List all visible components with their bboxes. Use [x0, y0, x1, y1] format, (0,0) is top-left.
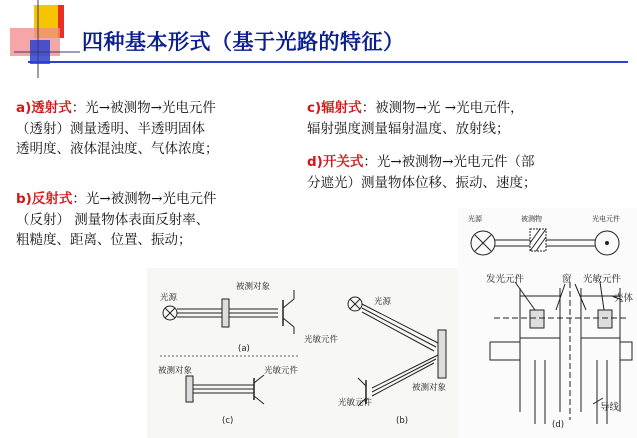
section-c-line2: 辐射强度测量辐射温度、放射线；	[307, 120, 510, 137]
section-d-label: d)开关式	[307, 154, 364, 170]
fig-top-element-label: 光电元件	[592, 215, 620, 223]
reflector-block	[438, 330, 446, 378]
fig-b-element-label: 光敏元件	[338, 398, 373, 408]
section-b-line3: 粗糙度、距离、位置、振动；	[16, 232, 192, 248]
fig-d-receiver-label: 光敏元件	[583, 274, 622, 285]
page-title: 四种基本形式（基于光路的特征）	[82, 30, 405, 54]
section-d-line1: ：光→被测物→光电元件（部	[363, 154, 535, 170]
section-b-label: b)反射式	[16, 191, 73, 207]
fig-b-source-label: 光源	[374, 297, 392, 307]
section-d-line2: 分遮光）测量物体位移、振动、速度；	[307, 174, 537, 191]
fig-c-element-label: 光敏元件	[264, 366, 299, 376]
fig-d-caption: (d)	[552, 420, 565, 430]
fig-b-caption: (b)	[396, 416, 409, 426]
section-a-line3: 透明度、液体混浊度、气体浓度；	[16, 141, 219, 157]
fig-c-caption: (c)	[222, 416, 234, 426]
figure-abc-background	[147, 268, 471, 438]
section-b-line1: ：光→被测物→光电元件	[72, 191, 217, 207]
fig-c-object-label: 被测对象	[158, 366, 193, 376]
fig-top-source-label: 光源	[468, 215, 482, 223]
fig-a-caption: (a)	[238, 344, 250, 354]
section-a-line2: （透射）测量透明、半透明固体	[16, 120, 205, 137]
fig-d-lead-label: 导线	[600, 402, 620, 413]
fig-d-emitter-label: 发光元件	[486, 274, 525, 285]
section-a-line1: ：光→被测物→光电元件	[71, 100, 216, 116]
fig-d-window-label: 窗	[562, 274, 572, 285]
fig-a-source-label: 光源	[160, 293, 178, 303]
fig-top-object-label: 被测物	[521, 215, 542, 223]
fig-a-object-label: 被测对象	[236, 282, 271, 292]
section-c-line1: ：被测物→光 →光电元件，	[361, 100, 524, 116]
fig-d-housing-label: 壳体	[614, 293, 634, 304]
section-c-label: c)辐射式	[307, 100, 362, 116]
object-block	[222, 299, 229, 327]
object-block	[186, 376, 193, 402]
section-a-label: a)透射式	[16, 100, 72, 116]
section-b-line2: （反射） 测量物体表面反射率、	[16, 211, 210, 228]
fig-b-object-label: 被测对象	[412, 383, 447, 393]
fig-a-element-label: 光敏元件	[304, 335, 339, 345]
